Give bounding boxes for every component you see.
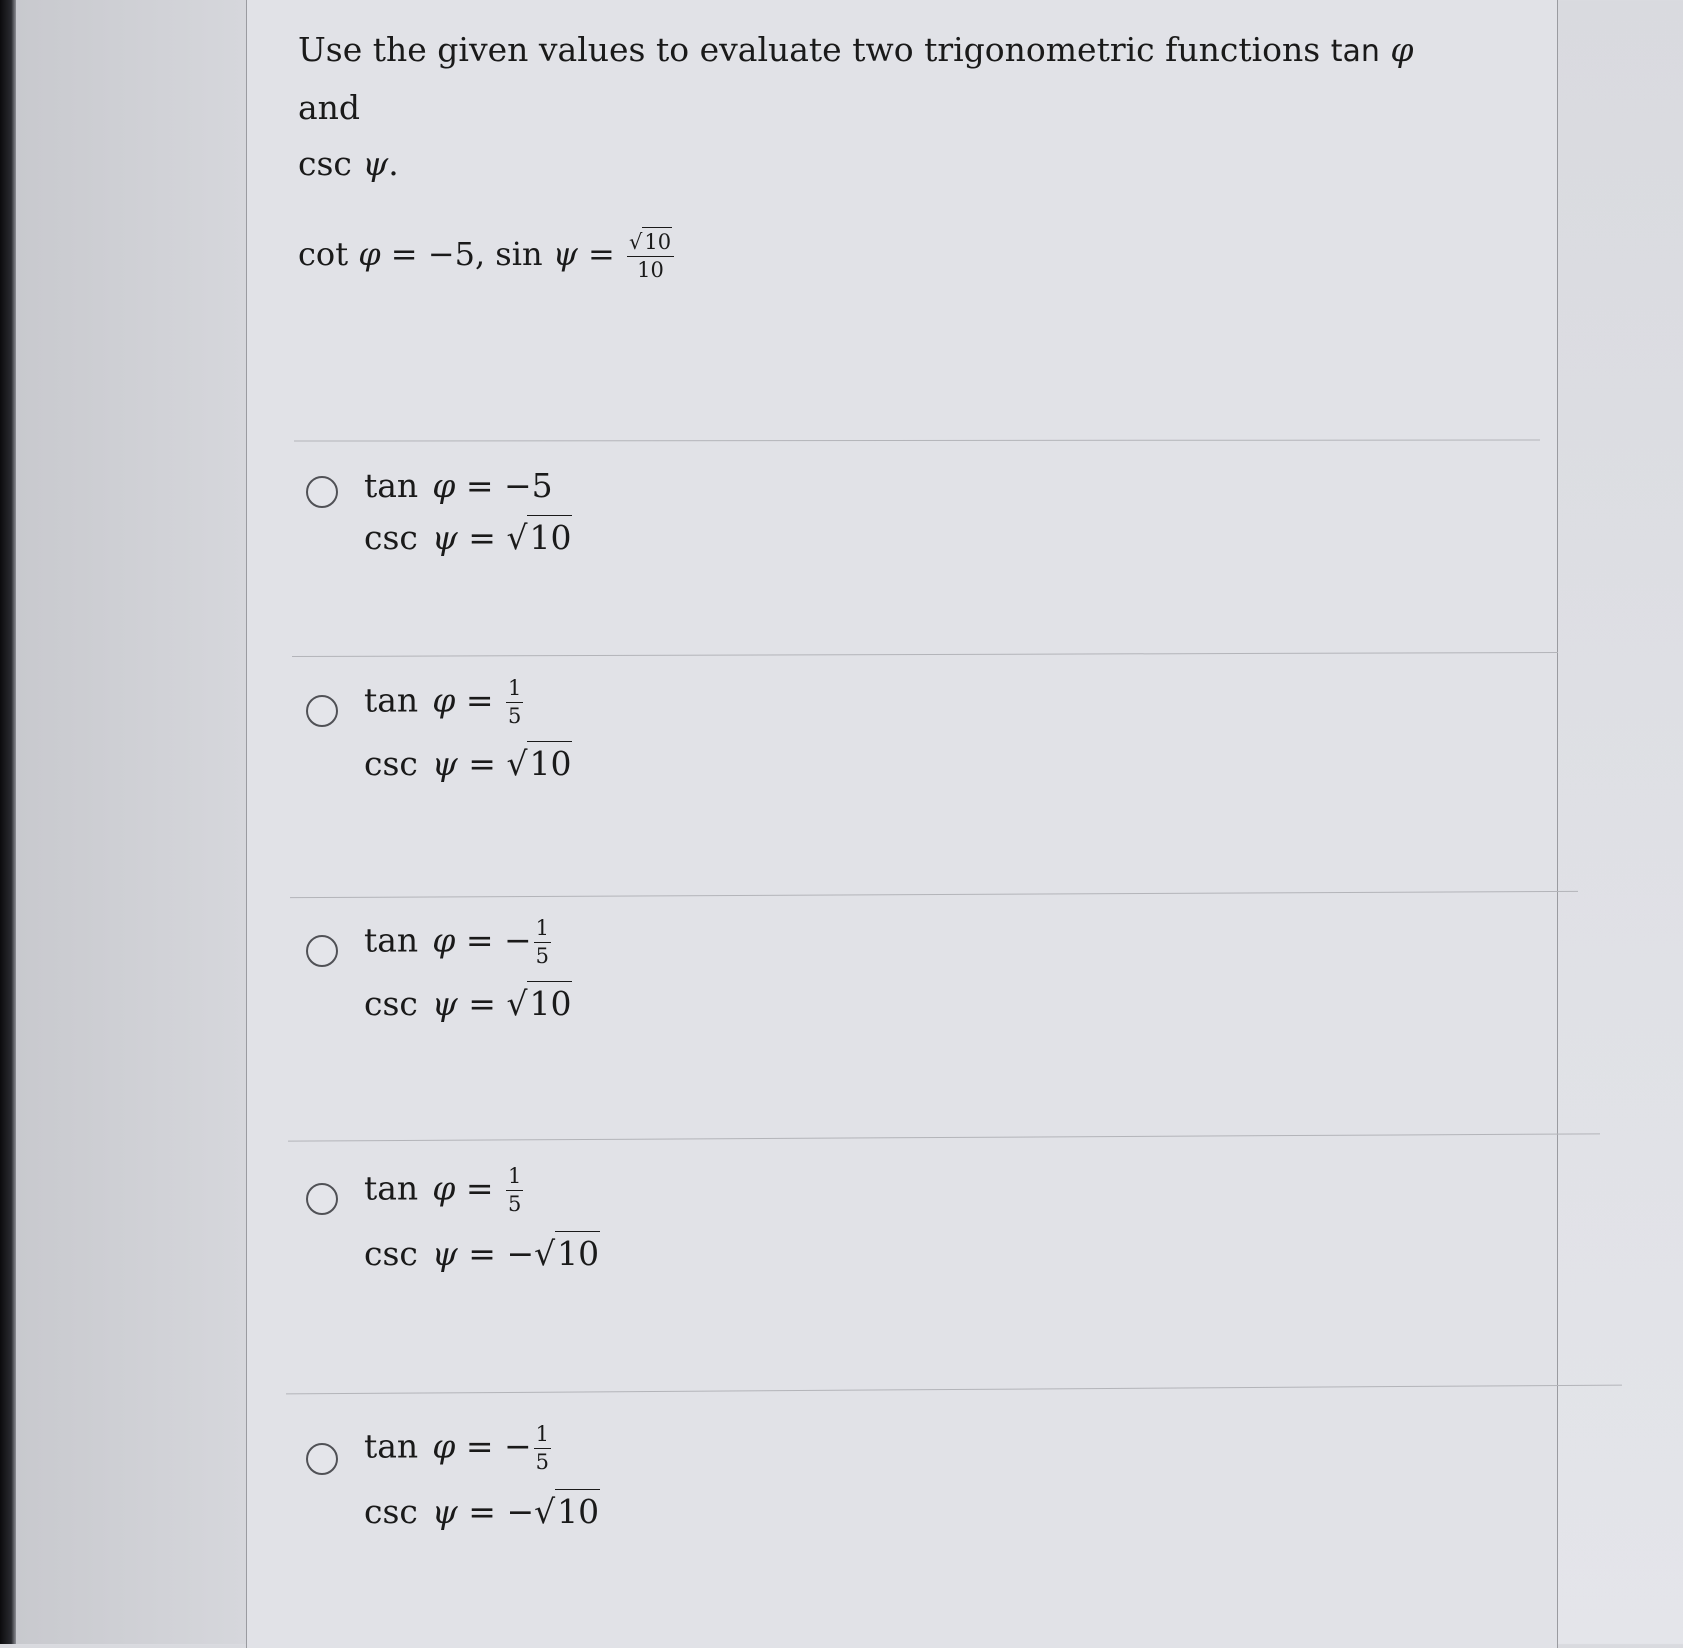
csc-sign: − [506,1492,535,1531]
given-equals-2: = [588,235,615,273]
phi-symbol: φ [432,680,456,720]
sqrt-symbol: √ [534,1234,556,1273]
option-3-csc-line [364,984,572,1023]
device-bezel [0,0,16,1644]
given-phi: φ [358,235,381,273]
tan-numerator: 1 [534,918,551,943]
tan-fraction [506,678,523,727]
option-2-tan-line [364,678,525,727]
tan-numerator: 1 [534,1424,551,1449]
question-suffix: . [388,144,399,183]
option-3-tan-line [364,918,553,967]
given-equals-1: = [390,235,418,273]
csc-sign: − [506,1234,535,1273]
psi-symbol: ψ [431,744,458,783]
option-5-tan-line [364,1424,553,1473]
given-sin-label: sin [495,235,543,273]
sqrt-symbol: √ [534,1492,556,1531]
radio-button-1[interactable] [306,476,338,508]
equals-sign: = [465,680,494,720]
equals-sign: = [468,518,496,557]
csc-radicand: 10 [555,1489,600,1531]
question-text [298,22,1448,192]
csc-radicand: 10 [555,1231,600,1273]
equals-sign: = [468,1234,496,1273]
phi-symbol: φ [432,1426,456,1466]
tan-label: tan [364,680,419,720]
tan-label: tan [364,466,419,505]
equals-sign: = [468,1492,496,1531]
tan-sign: − [503,920,532,960]
question-connector: and [298,88,361,127]
tan-denominator: 5 [507,1192,522,1216]
option-1-tan-line [364,466,553,505]
csc-label: csc [364,744,418,783]
sqrt-symbol: √ [506,518,528,557]
equals-sign: = [468,744,496,783]
equals-sign: = [468,984,496,1023]
left-margin [16,0,246,1644]
question-prefix: Use the given values to evaluate two trigonometric functions [298,30,1321,69]
sqrt-symbol: √ [506,744,528,783]
given-psi: ψ [552,235,578,273]
csc-label: csc [364,1492,418,1531]
given-sin-denominator: 10 [637,258,664,282]
given-values [298,232,676,281]
radio-button-2[interactable] [306,695,338,727]
phi-symbol: φ [432,920,456,960]
option-1-csc-line [364,518,572,557]
phi-symbol: φ [432,466,456,505]
given-cot-value: −5, [427,235,486,273]
equals-sign: = [465,1426,494,1466]
option-4-tan-line [364,1166,525,1215]
question-var1: φ [1390,30,1414,69]
question-fn1: tan [1330,34,1380,69]
tan-numerator: 1 [506,1166,523,1191]
radio-button-5[interactable] [306,1443,338,1475]
option-4-csc-line [364,1234,600,1273]
given-sin-fraction [627,232,674,281]
tan-label: tan [364,1426,419,1466]
radio-button-3[interactable] [306,935,338,967]
tan-denominator: 5 [535,1450,549,1474]
tan-fraction [534,918,551,967]
sqrt-symbol: √ [628,230,643,254]
question-fn2: csc [298,144,352,183]
tan-label: tan [364,920,419,960]
radio-button-4[interactable] [306,1183,338,1215]
psi-symbol: ψ [431,1492,458,1531]
csc-radicand: 10 [527,515,572,557]
option-2-csc-line [364,744,572,783]
sqrt-symbol: √ [506,984,528,1023]
csc-label: csc [364,984,418,1023]
tan-sign: − [503,1426,532,1466]
equals-sign: = [465,1168,494,1208]
tan-fraction [534,1424,551,1473]
psi-symbol: ψ [431,1234,458,1273]
psi-symbol: ψ [431,984,458,1023]
given-cot-label: cot [298,235,349,273]
tan-value: −5 [503,466,553,505]
tan-denominator: 5 [535,944,549,968]
tan-fraction [506,1166,523,1215]
option-5-csc-line [364,1492,600,1531]
equals-sign: = [465,466,494,505]
tan-numerator: 1 [506,678,523,703]
csc-radicand: 10 [527,741,572,783]
psi-symbol: ψ [431,518,458,557]
csc-radicand: 10 [527,981,572,1023]
given-sin-radicand: 10 [642,227,672,254]
csc-label: csc [364,1234,418,1273]
csc-label: csc [364,518,418,557]
question-var2: ψ [362,144,389,183]
tan-denominator: 5 [507,704,522,728]
equals-sign: = [465,920,494,960]
phi-symbol: φ [432,1168,456,1208]
tan-label: tan [364,1168,419,1208]
